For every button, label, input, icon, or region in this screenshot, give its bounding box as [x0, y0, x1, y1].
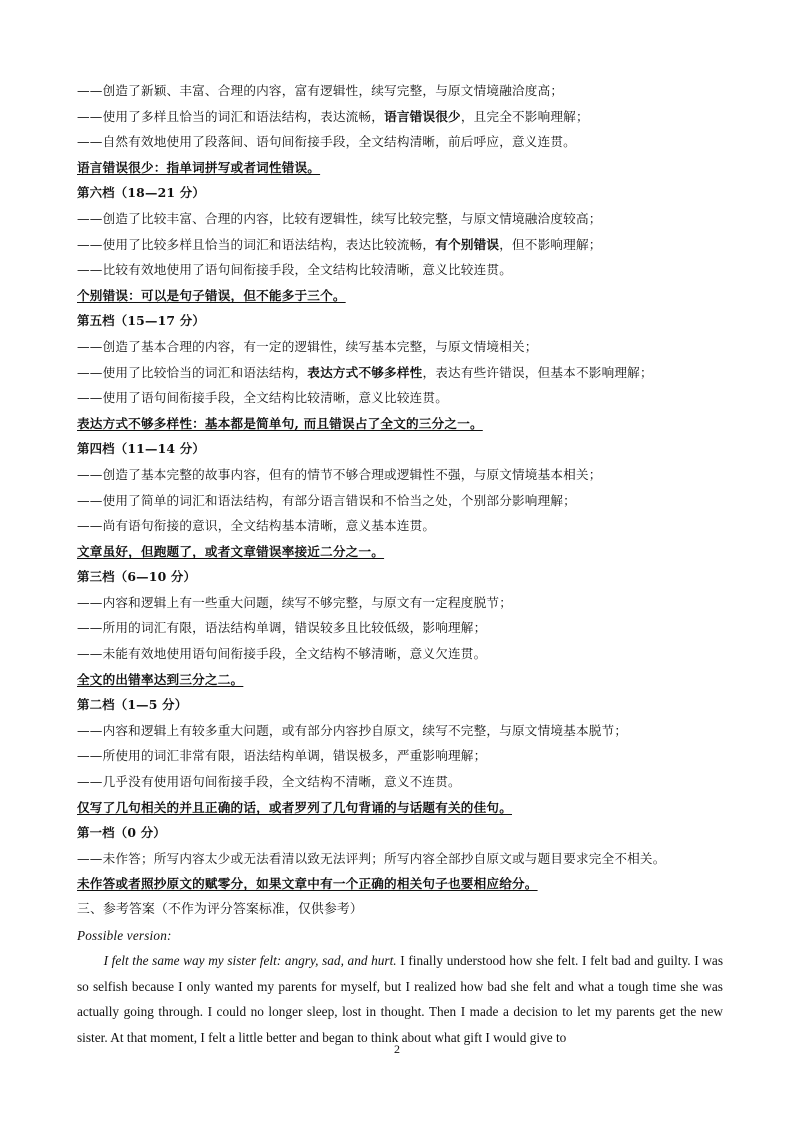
grade5-criterion-cohesion: ——使用了语句间衔接手段，全文结构比较清晰，意义比较连贯。 [77, 390, 449, 406]
grade5-criterion-content: ——创造了基本合理的内容，有一定的逻辑性，续写基本完整，与原文情境相关； [77, 338, 538, 354]
grade5-note: 表达方式不够多样性：基本都是简单句, 而且错误占了全文的三分之一。 [77, 415, 483, 431]
grade5-language-text-c: ，表达有些许错误，但基本不影响理解； [422, 364, 653, 380]
grade4-note: 文章虽好，但跑题了，或者文章错误率接近二分之一。 [77, 543, 385, 559]
grade1-heading: 第一档（0 分） [77, 825, 166, 841]
grade7-criterion-cohesion: ——自然有效地使用了段落间、语句间衔接手段，全文结构清晰，前后呼应，意义连贯。 [77, 134, 576, 150]
grade4-criterion-language: ——使用了简单的词汇和语法结构，有部分语言错误和不恰当之处，个别部分影响理解； [77, 492, 576, 508]
grade7-language-text-a: ——使用了多样且恰当的词汇和语法结构，表达流畅， [77, 108, 385, 124]
grade6-criterion-cohesion: ——比较有效地使用了语句间衔接手段，全文结构比较清晰，意义比较连贯。 [77, 262, 512, 278]
grade5-criterion-language [77, 360, 723, 386]
grade5-language-highlight: 表达方式不够多样性 [307, 364, 423, 380]
grade7-language-highlight: 语言错误很少 [384, 108, 461, 124]
page-number: 2 [394, 1042, 400, 1056]
sample-answer-body: I finally understood how she felt. I felt bad and guilty. I was so selfish because I only wanted my parents for myself, but I realized how bad she felt and what a tough time she was actually going through. I could no longer sleep, lost in thought. Then I made a decision to let my parents get the new sister. At that moment, I felt a little better and began to think about what gift I would give to [77, 953, 724, 1045]
grade2-criterion-cohesion: ——几乎没有使用语句间衔接手段，全文结构不清晰，意义不连贯。 [77, 774, 461, 790]
grade3-heading: 第三档（6—10 分） [77, 569, 197, 585]
grade2-criterion-language: ——所使用的词汇非常有限，语法结构单调，错误极多，严重影响理解； [77, 748, 487, 764]
grade3-criterion-language: ——所用的词汇有限，语法结构单调，错误较多且比较低级，影响理解； [77, 620, 487, 636]
grade7-criterion-content: ——创造了新颖、丰富、合理的内容，富有逻辑性，续写完整，与原文情境融洽度高； [77, 83, 564, 98]
grade4-heading: 第四档（11—14 分） [77, 441, 205, 457]
grade3-note: 全文的出错率达到三分之二。 [77, 671, 244, 687]
page-content [77, 78, 723, 1051]
grade2-heading: 第二档（1—5 分） [77, 697, 188, 713]
possible-version-label: Possible version: [77, 927, 172, 943]
grade5-language-text-a: ——使用了比较恰当的词汇和语法结构， [77, 364, 308, 380]
grade6-criterion-content: ——创造了比较丰富、合理的内容，比较有逻辑性，续写比较完整，与原文情境融洽度较高； [77, 210, 602, 226]
sample-answer-italic-opening: I felt the same way my sister felt: angry, sad, and hurt. [103, 953, 397, 969]
grade2-criterion-content: ——内容和逻辑上有较多重大问题，或有部分内容抄自原文，续写不完整，与原文情境基本脱节； [77, 722, 628, 738]
sample-answer-paragraph [77, 948, 723, 1050]
grade6-note: 个别错误：可以是句子错误，但不能多于三个。 [77, 287, 346, 303]
grade3-criterion-content: ——内容和逻辑上有一些重大问题，续写不够完整，与原文有一定程度脱节； [77, 594, 512, 610]
grade6-language-text-c: ，但不影响理解； [499, 236, 602, 252]
grade6-criterion-language [77, 232, 723, 258]
grade6-language-highlight: 有个别错误 [435, 236, 500, 252]
grade6-heading: 第六档（18—21 分） [77, 185, 205, 201]
grade6-language-text-a: ——使用了比较多样且恰当的词汇和语法结构，表达比较流畅， [77, 236, 436, 252]
grade2-note: 仅写了几句相关的并且正确的话，或者罗列了几句背诵的与话题有关的佳句。 [77, 799, 512, 815]
grade1-note: 未作答或者照抄原文的赋零分，如果文章中有一个正确的相关句子也要相应给分。 [77, 876, 538, 892]
grade4-criterion-content: ——创造了基本完整的故事内容，但有的情节不够合理或逻辑性不强，与原文情境基本相关； [77, 466, 602, 482]
grade3-criterion-cohesion: ——未能有效地使用语句间衔接手段，全文结构不够清晰，意义欠连贯。 [77, 646, 487, 662]
grade7-language-text-c: ，且完全不影响理解； [460, 108, 589, 124]
grade1-criterion: ——未作答；所写内容太少或无法看清以致无法评判；所写内容全部抄自原文或与题目要求完全不相关。 [77, 850, 666, 866]
grade4-criterion-cohesion: ——尚有语句衔接的意识，全文结构基本清晰，意义基本连贯。 [77, 518, 436, 534]
grade7-note: 语言错误很少：指单词拼写或者词性错误。 [77, 159, 321, 175]
grade7-criterion-language [77, 104, 723, 130]
section3-title: 三、参考答案（不作为评分答案标准，仅供参考） [77, 902, 363, 917]
grade5-heading: 第五档（15—17 分） [77, 313, 205, 329]
